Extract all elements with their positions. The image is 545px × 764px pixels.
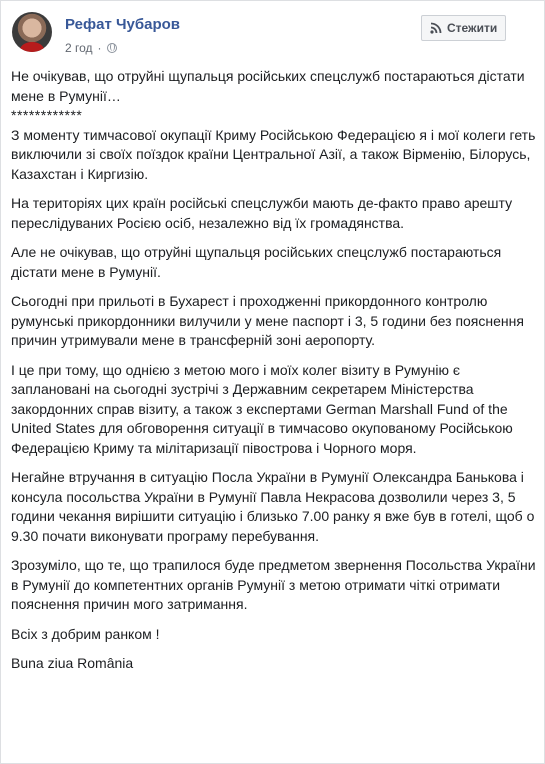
post-timestamp[interactable]: 2 год bbox=[65, 41, 93, 55]
post-header bbox=[1, 1, 545, 63]
author-name[interactable]: Рефат Чубаров bbox=[65, 16, 180, 33]
post-separator-stars: ************ bbox=[11, 107, 83, 123]
globe-icon[interactable] bbox=[107, 43, 117, 53]
post-paragraph: Сьогодні при прильоті в Бухарест і проходженні прикордонного контролю румунські прикордонники вилучили у мене паспорт і 3, 5 години без пояснення причин утримували мене в трансферній зоні аеропорту. bbox=[11, 293, 524, 348]
post-paragraph: Зрозуміло, що те, що трапилося буде предметом звернення Посольства України в Румунії до компетентних органів Румунії з метою отримати чіткі отримати пояснення причин мого затримання. bbox=[11, 557, 536, 612]
rss-icon bbox=[430, 22, 442, 34]
follow-button-label: Стежити bbox=[447, 21, 498, 35]
post-paragraph: Але не очікував, що отруйні щупальця російських спецслужб постараються дістати мене в Румунії. bbox=[11, 244, 502, 280]
meta-separator: · bbox=[97, 41, 102, 55]
post-paragraph: І це при тому, що однією з метою мого і моїх колег візиту в Румунію є заплановані на сьогодні зустрічі з Державним секретарем Міністерства закордонних справ візиту, а також з експертами German Marshall Fund of the United States для обговорення ситуації в тимчасово окупованому Російською Федерацією Криму та мілітаризації півострова і Чорного моря. bbox=[11, 361, 513, 456]
post-paragraph: Buna ziua România bbox=[11, 655, 134, 671]
author-avatar[interactable] bbox=[12, 12, 52, 52]
post-paragraph: Не очікував, що отруйні щупальця російських спецслужб постараються дістати мене в Румунії… bbox=[11, 68, 525, 104]
avatar-shirt bbox=[20, 42, 44, 52]
post-paragraph: На територіях цих країн російські спецслужби мають де-факто право арешту переслідуваних Росією осіб, незалежно від їх громадянства. bbox=[11, 195, 513, 231]
post-meta bbox=[65, 41, 117, 55]
post-paragraph: З моменту тимчасової окупації Криму Російською Федерацією я і мої колеги геть виключили зі своїх поїздок країни Центральної Азії, а також Вірменію, Білорусь, Казахстан і Киргизію. bbox=[11, 126, 536, 182]
post-paragraph: Всіх з добрим ранком ! bbox=[11, 625, 160, 642]
post-body bbox=[11, 67, 536, 684]
post-paragraph: Негайне втручання в ситуацію Посла України в Румунії Олександра Банькова і консула посольства України в Румунії Павла Некрасова дозволили через 3, 5 години чекання вирішити ситуацію і близько 7.00 ранку я вже був в готелі, щоб о 9.30 почати виконувати програму перебування. bbox=[11, 469, 535, 544]
follow-button[interactable] bbox=[421, 15, 506, 41]
